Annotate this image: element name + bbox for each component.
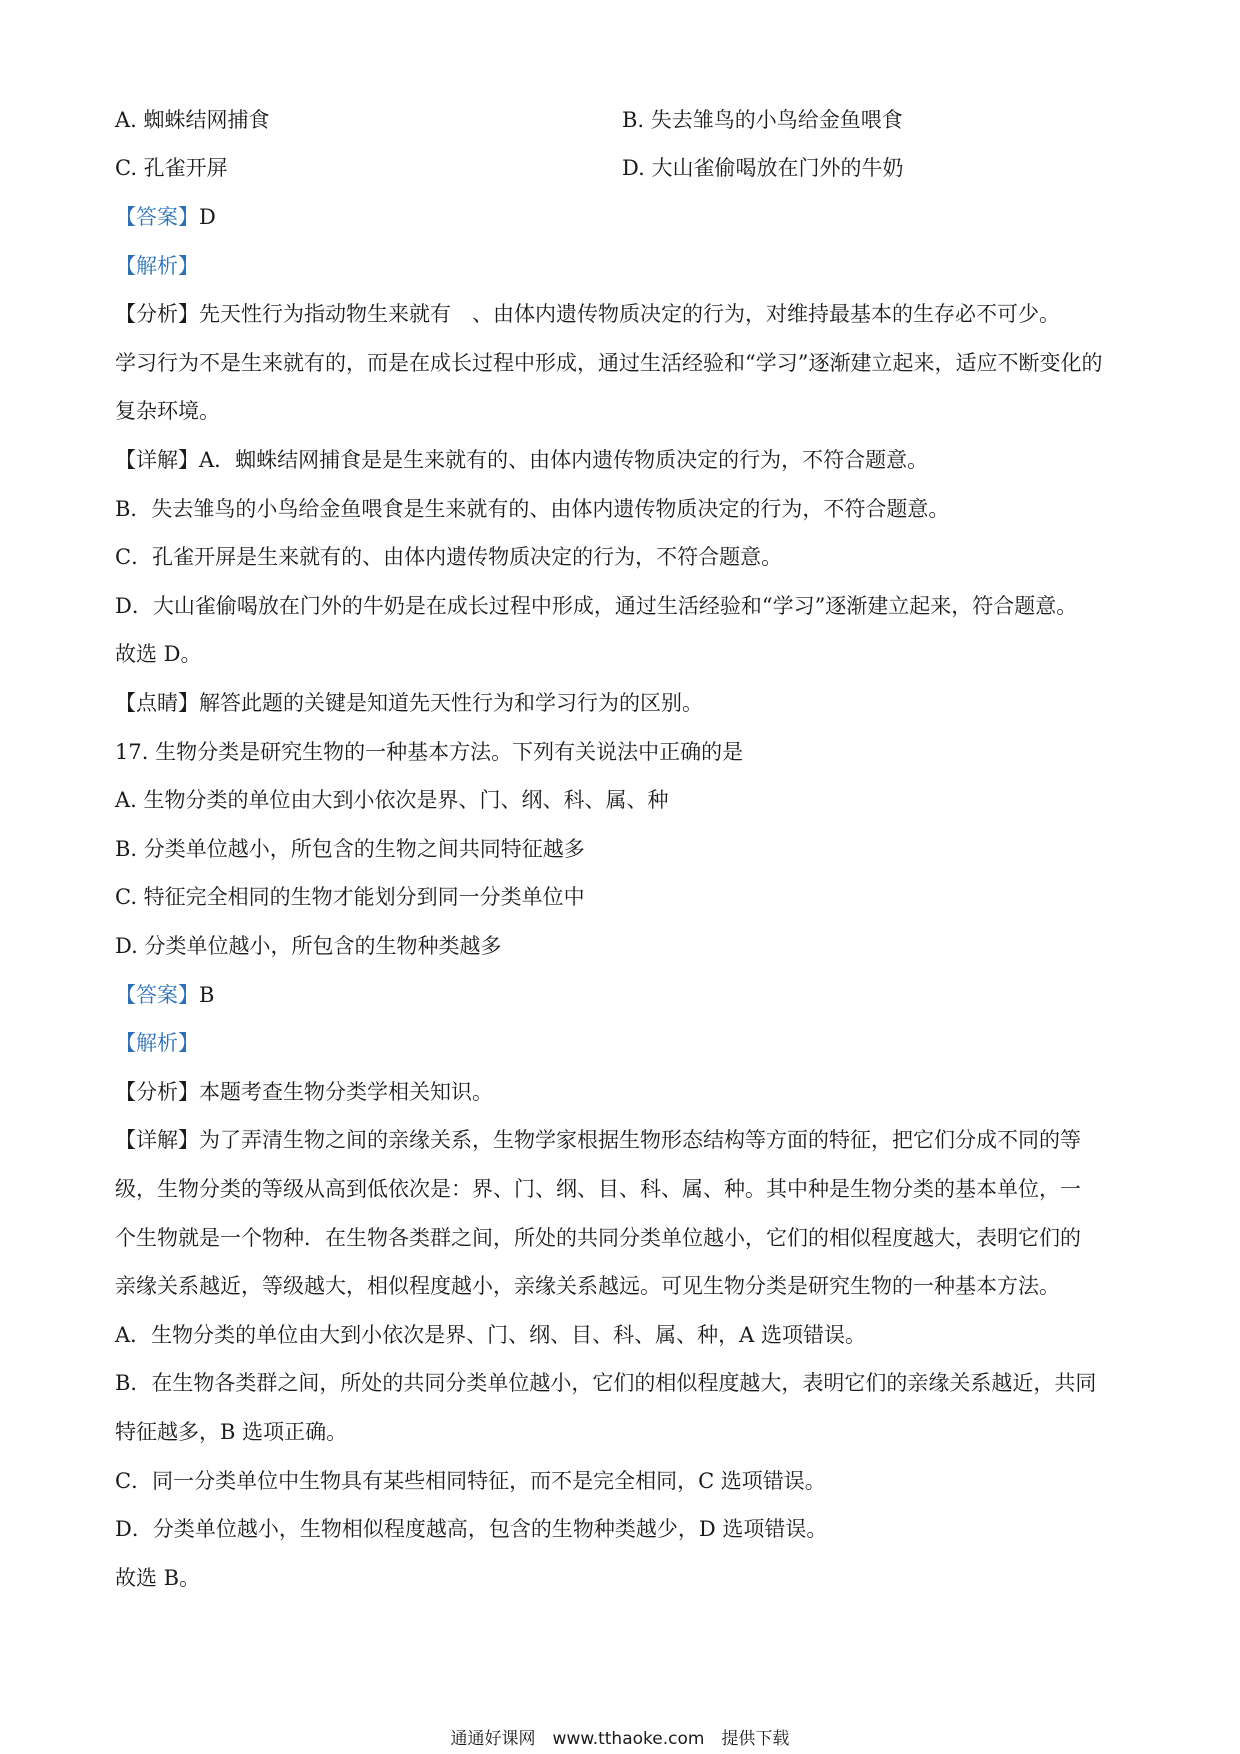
q17-xiangjie-line-10: 故选 B。 [115,1566,201,1590]
prev-option-a: A. 蜘蛛结网捕食 [115,108,270,132]
fenxi-tag: 【分析】 [115,1080,199,1104]
q17-xiangjie-line-1 [115,1126,1135,1154]
prev-dianjing [115,689,1135,717]
q17-option-b: B. 分类单位越小，所包含的生物之间共同特征越多 [115,837,585,861]
q17-xiangjie-line-2: 级，生物分类的等级从高到低依次是：界、门、纲、目、科、属、种。其中种是生物分类的基本单位，一 [115,1177,1081,1201]
xiangjie-tag: 【详解】 [115,1128,199,1152]
prev-analysis-tag: 【解析】 [115,254,199,278]
q17-xiangjie-line-3: 个生物就是一个物种．在生物各类群之间，所处的共同分类单位越小，它们的相似程度越大，表明它们的 [115,1226,1081,1250]
q17-stem: 17. 生物分类是研究生物的一种基本方法。下列有关说法中正确的是 [115,740,744,764]
answer-value: D [199,205,216,229]
answer-tag: 【答案】 [115,205,199,229]
q17-xiangjie-line-8: C．同一分类单位中生物具有某些相同特征，而不是完全相同，C 选项错误。 [115,1469,826,1493]
dianjing-text: 解答此题的关键是知道先天性行为和学习行为的区别。 [199,691,703,715]
prev-xiangjie-line-2: B．失去雏鸟的小鸟给金鱼喂食是生来就有的、由体内遗传物质决定的行为，不符合题意。 [115,497,950,521]
q17-xiangjie-line-4: 亲缘关系越近，等级越大，相似程度越小，亲缘关系越远。可见生物分类是研究生物的一种基本方法。 [115,1274,1060,1298]
q17-xiangjie-line-9: D．分类单位越小，生物相似程度越高，包含的生物种类越少，D 选项错误。 [115,1517,828,1541]
fenxi-text: 先天性行为指动物生来就有 、由体内遗传物质决定的行为，对维持最基本的生存必不可少。 [199,302,1060,326]
q17-fenxi [115,1078,1135,1106]
q17-option-d: D. 分类单位越小，所包含的生物种类越多 [115,934,502,958]
prev-fenxi-line-2: 学习行为不是生来就有的，而是在成长过程中形成，通过生活经验和“学习”逐渐建立起来，适应不断变化的 [115,351,1103,375]
fenxi-tag: 【分析】 [115,302,199,326]
prev-xiangjie-line-5: 故选 D。 [115,642,202,666]
answer-value: B [199,983,215,1007]
q17-option-a: A. 生物分类的单位由大到小依次是界、门、纲、科、属、种 [115,788,669,812]
xiangjie-tag: 【详解】 [115,448,199,472]
prev-xiangjie-line-3: C．孔雀开屏是生来就有的、由体内遗传物质决定的行为，不符合题意。 [115,545,783,569]
q17-xiangjie-line-6: B．在生物各类群之间，所处的共同分类单位越小，它们的相似程度越大，表明它们的亲缘关系越近，共同 [115,1371,1097,1395]
xiangjie-text: A．蜘蛛结网捕食是是生来就有的、由体内遗传物质决定的行为，不符合题意。 [199,448,929,472]
prev-fenxi-line-1 [115,300,1135,328]
prev-option-b: B. 失去雏鸟的小鸟给金鱼喂食 [622,108,903,132]
prev-xiangjie-line-4: D．大山雀偷喝放在门外的牛奶是在成长过程中形成，通过生活经验和“学习”逐渐建立起来，符合题意。 [115,594,1078,618]
prev-answer [115,203,1135,231]
answer-tag: 【答案】 [115,983,199,1007]
q17-analysis-tag: 【解析】 [115,1031,199,1055]
prev-fenxi-line-3: 复杂环境。 [115,399,220,423]
prev-xiangjie-line-1 [115,446,1135,474]
prev-option-c: C. 孔雀开屏 [115,156,228,180]
prev-option-d: D. 大山雀偷喝放在门外的牛奶 [622,156,904,180]
page-footer: 通通好课网 www.tthaoke.com 提供下载 [450,1729,790,1749]
q17-option-c: C. 特征完全相同的生物才能划分到同一分类单位中 [115,885,585,909]
q17-xiangjie-line-5: A．生物分类的单位由大到小依次是界、门、纲、目、科、属、种，A 选项错误。 [115,1323,867,1347]
fenxi-text: 本题考查生物分类学相关知识。 [199,1080,493,1104]
dianjing-tag: 【点睛】 [115,691,199,715]
q17-answer [115,981,1135,1009]
xiangjie-text: 为了弄清生物之间的亲缘关系，生物学家根据生物形态结构等方面的特征，把它们分成不同的等 [199,1128,1081,1152]
q17-xiangjie-line-7: 特征越多，B 选项正确。 [115,1420,348,1444]
